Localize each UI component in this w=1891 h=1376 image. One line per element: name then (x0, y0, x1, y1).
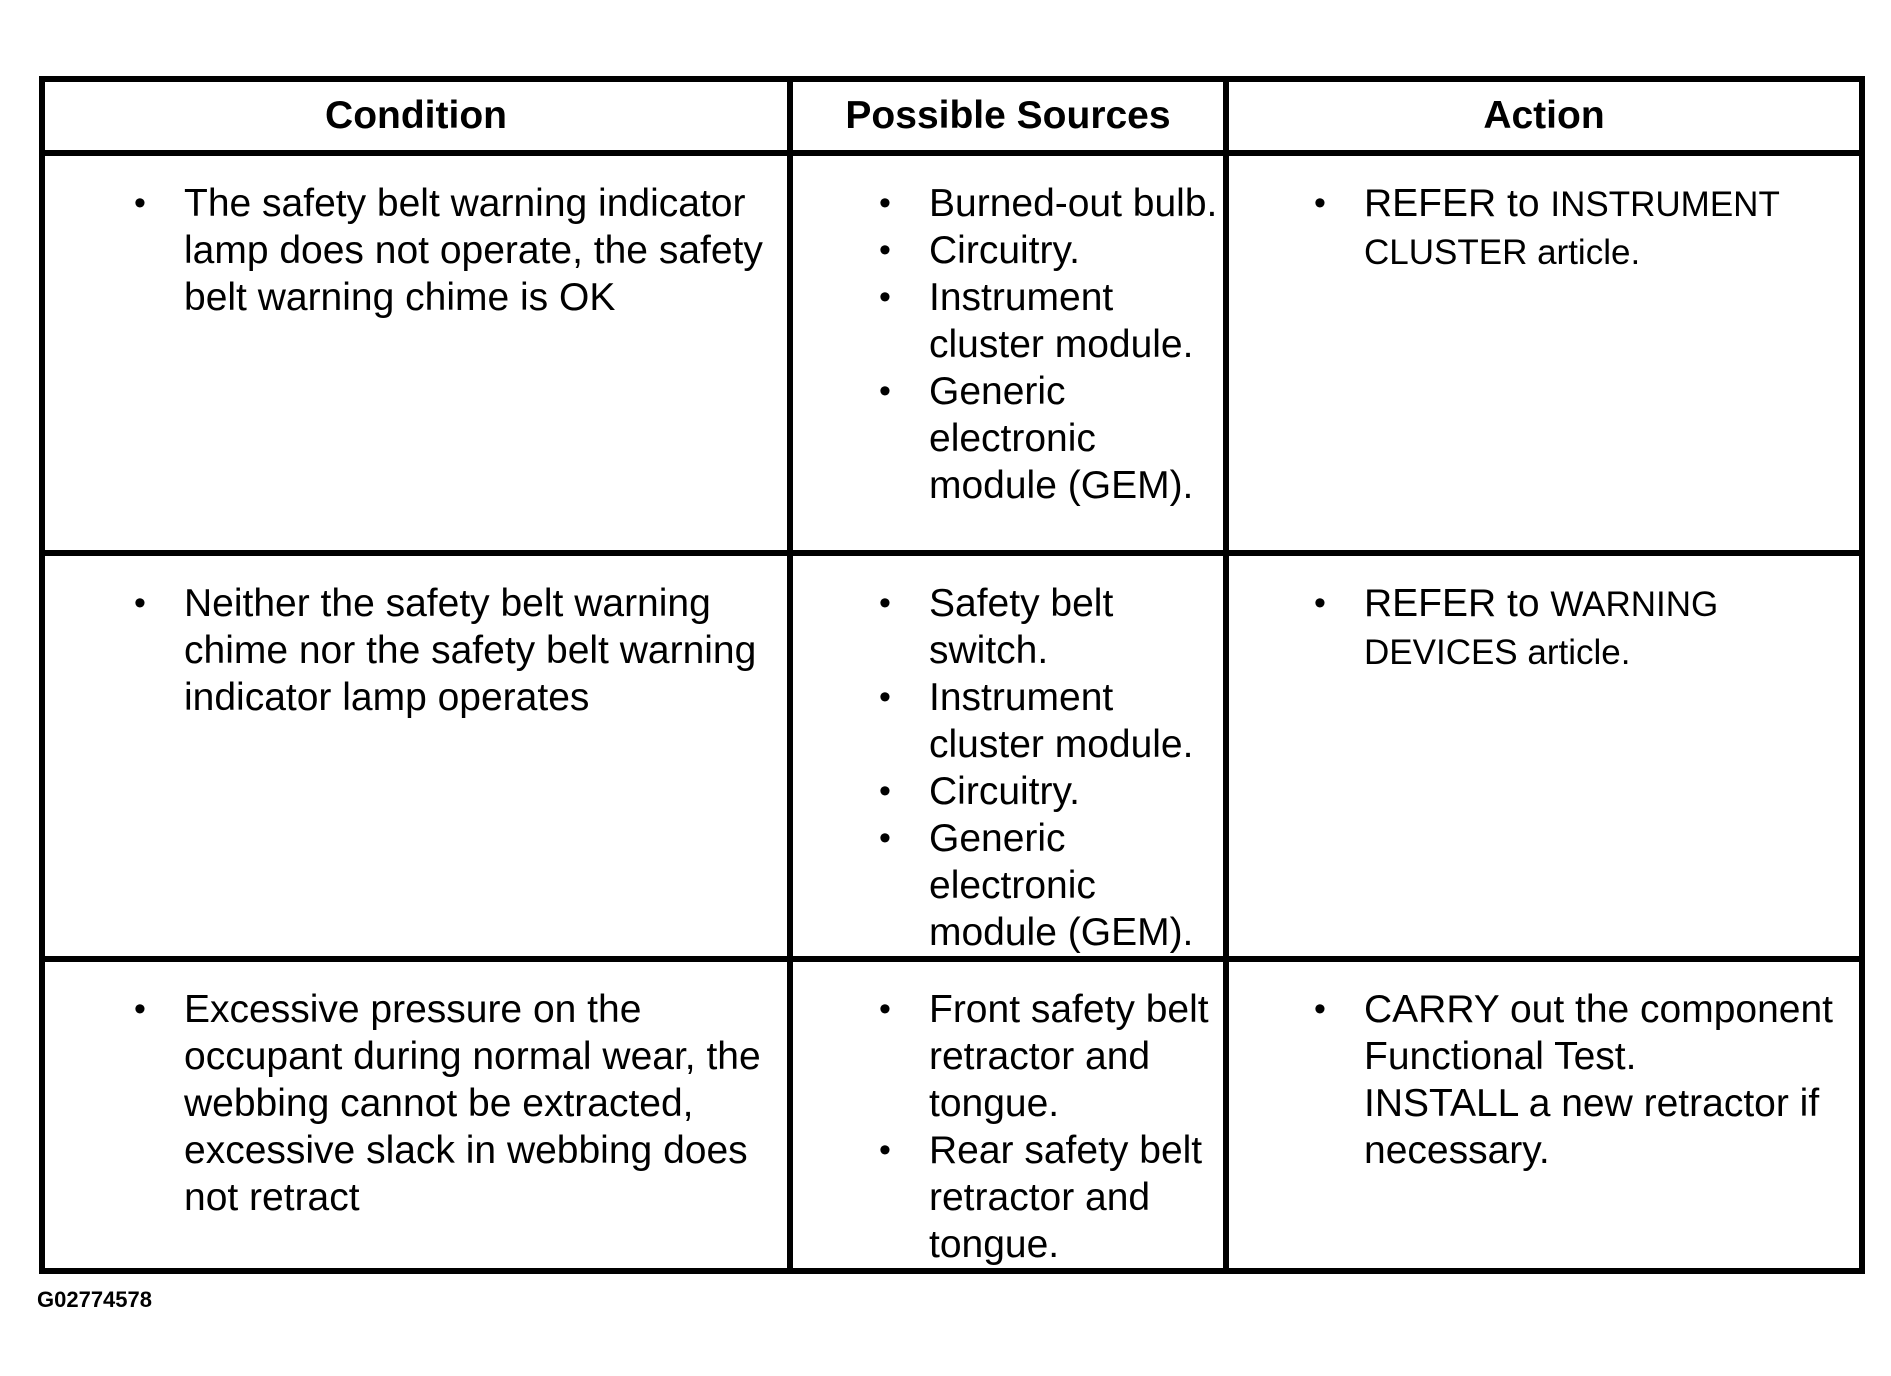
source-item: • Burned-out bulb. (929, 180, 1219, 227)
action-cell (1226, 959, 1862, 1271)
source-item: • Instrument cluster module. (929, 274, 1219, 368)
condition-cell (42, 153, 790, 553)
action-prefix: REFER to (1364, 182, 1540, 225)
source-item: • Safety belt switch. (929, 580, 1219, 674)
action-prefix: REFER to (1364, 582, 1540, 625)
condition-cell (42, 553, 790, 959)
article-reference: WARNING DEVICES article. (1364, 585, 1719, 672)
sources-cell (790, 153, 1226, 553)
action-text: CARRY out the component Functional Test. (1364, 988, 1834, 1078)
header-action: Action (1226, 79, 1862, 153)
table-row (42, 959, 1862, 1271)
source-item: • Instrument cluster module. (929, 674, 1219, 768)
condition-cell (42, 959, 790, 1271)
action-item (1364, 580, 1847, 676)
action-item (1364, 180, 1847, 276)
sources-cell (790, 959, 1226, 1271)
figure-id: G02774578 (37, 1287, 152, 1312)
condition-text: • The safety belt warning indicator lamp does not operate, the safety belt warning chime is OK (184, 180, 779, 321)
action-cell (1226, 153, 1862, 553)
header-condition: Condition (42, 79, 790, 153)
header-row (42, 79, 1862, 153)
table-row (42, 553, 1862, 959)
table-row (42, 153, 1862, 553)
source-item: • Rear safety belt retractor and tongue. (929, 1127, 1219, 1268)
source-item: • Front safety belt retractor and tongue. (929, 986, 1219, 1127)
action-item (1364, 986, 1847, 1174)
source-item: • Circuitry. (929, 227, 1219, 274)
source-item: • Circuitry. (929, 768, 1219, 815)
article-reference: INSTRUMENT CLUSTER article. (1364, 185, 1780, 272)
sources-cell (790, 553, 1226, 959)
diagnosis-table (39, 76, 1865, 1274)
action-extra: INSTALL a new retractor if necessary. (1364, 1082, 1820, 1172)
source-item: • Generic electronic module (GEM). (929, 368, 1219, 509)
source-item: • Generic electronic module (GEM). (929, 815, 1219, 956)
condition-text: • Neither the safety belt warning chime nor the safety belt warning indicator lamp operates (184, 580, 779, 721)
header-possible-sources: Possible Sources (790, 79, 1226, 153)
action-cell (1226, 553, 1862, 959)
condition-text: • Excessive pressure on the occupant during normal wear, the webbing cannot be extracted, excessive slack in webbing does not retract (184, 986, 779, 1221)
